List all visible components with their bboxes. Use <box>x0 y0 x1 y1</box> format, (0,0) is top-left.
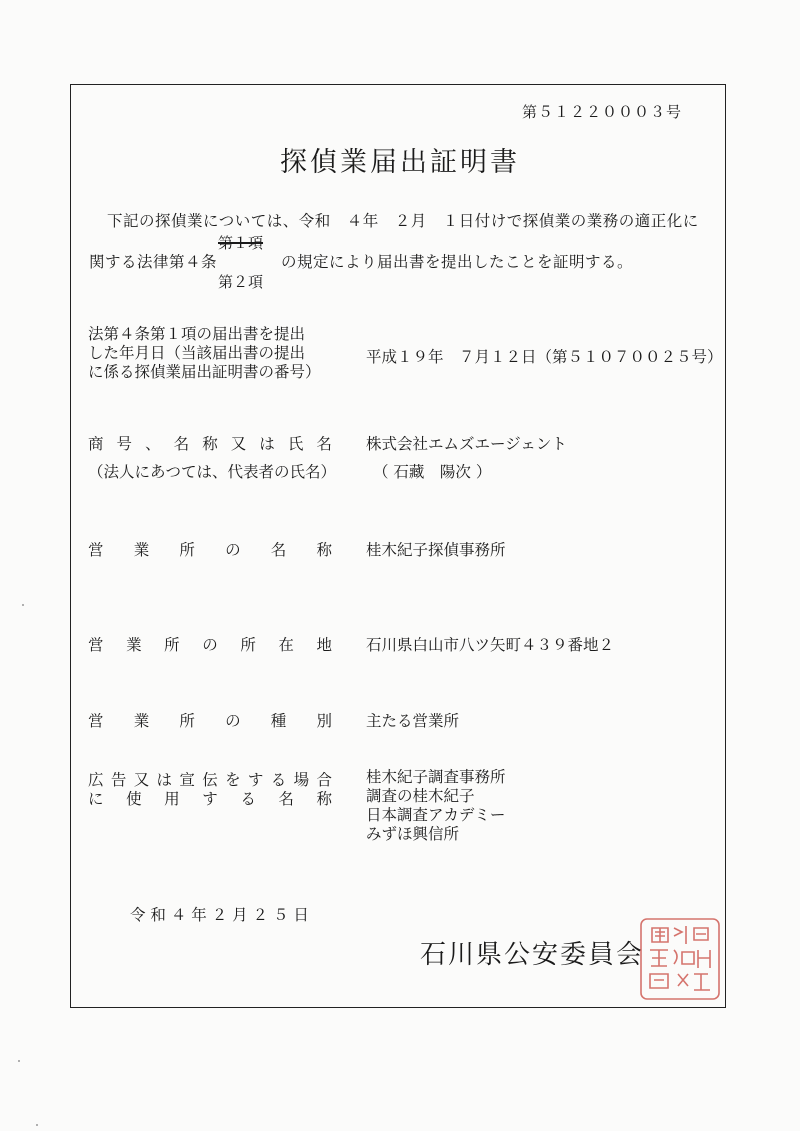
prior-filing-value: 平成１９年 ７月１２日（第５１０７００２５号） <box>366 348 723 366</box>
advertising-name: 調査の桂木紀子 <box>366 787 475 805</box>
representative-name: （ 石藏 陽次 ） <box>373 463 492 481</box>
office-location-label: 営 業 所 の 所 在 地 <box>88 636 332 654</box>
official-seal-icon <box>638 916 722 1002</box>
document-title: 探偵業届出証明書 <box>280 147 520 178</box>
intro-line-2-start: 関する法律第４条 <box>89 253 218 271</box>
office-name-value: 桂木紀子探偵事務所 <box>366 541 506 559</box>
representative-sub-label: （法人にあつては、代表者の氏名） <box>88 463 337 481</box>
advertising-label-line-1: 広 告 又 は 宣 伝 を す る 場 合 <box>88 771 332 789</box>
advertising-name: 日本調査アカデミー <box>366 806 506 824</box>
intro-line-1: 下記の探偵業については、令和 ４年 ２月 １日付けで探偵業の業務の適正化に <box>107 212 699 230</box>
advertising-names-list <box>366 768 506 844</box>
struck-clause: 第１項 <box>218 234 264 252</box>
intro-line-2-end: の規定により届出書を提出したことを証明する。 <box>281 253 634 271</box>
office-type-value: 主たる営業所 <box>366 712 460 730</box>
advertising-label-line-2: に 使 用 す る 名 称 <box>88 790 332 808</box>
issue-date: 令 和 ４ 年 ２ 月 ２ ５ 日 <box>130 906 309 924</box>
office-type-label: 営 業 所 の 種 別 <box>88 712 332 730</box>
issuer-name: 石川県公安委員会 <box>420 940 645 970</box>
inserted-clause: 第２項 <box>218 273 264 291</box>
office-name-label: 営 業 所 の 名 称 <box>88 541 332 559</box>
office-location-value: 石川県白山市八ツ矢町４３９番地２ <box>366 636 615 654</box>
trade-name-value: 株式会社エムズエージェント <box>366 435 567 453</box>
certificate-number: 第５１２２０００３号 <box>522 103 683 121</box>
trade-name-label: 商 号 、 名 称 又 は 氏 名 <box>88 435 332 453</box>
advertising-name: みずほ興信所 <box>366 825 460 843</box>
advertising-name: 桂木紀子調査事務所 <box>366 768 506 786</box>
prior-filing-label: 法第４条第１項の届出書を提出 した年月日（当該届出書の提出 に係る探偵業届出証明書の番号） <box>88 325 321 381</box>
